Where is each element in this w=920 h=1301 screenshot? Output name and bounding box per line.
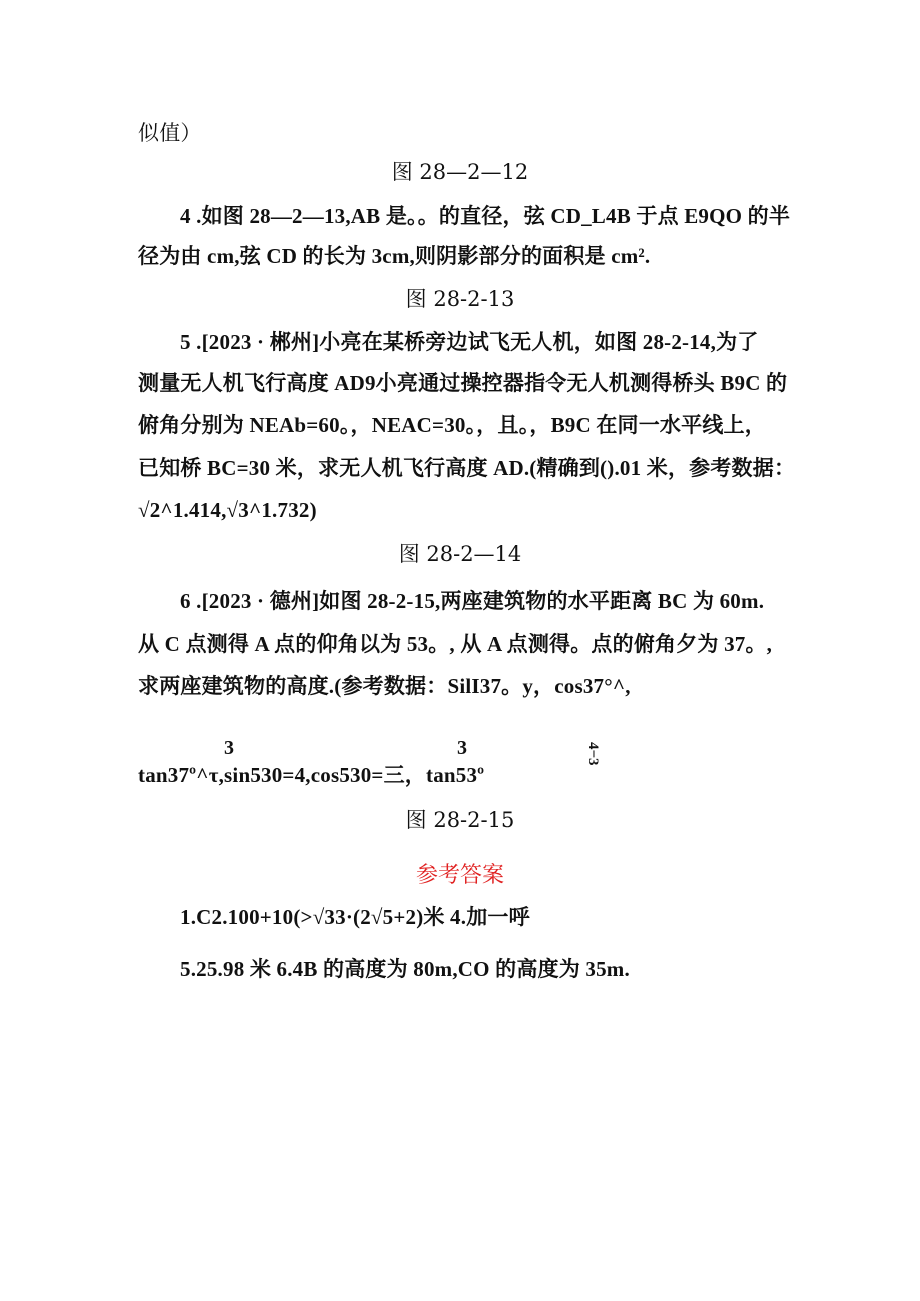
text-top: 似值） [138, 121, 202, 145]
figure-caption-28-2-14: 图 28-2—14 [398, 542, 522, 566]
problem-5-line-2: 测量无人机飞行高度 AD9小亮通过操控器指令无人机测得桥头 B9C 的 [138, 371, 788, 395]
problem-6-line-2: 从 C 点测得 A 点的仰角以为 53。, 从 A 点测得。点的俯角夕为 37。, [138, 632, 773, 656]
problem-5-line-4: 已知桥 BC=30 米，求无人机飞行高度 AD.(精确到().01 米，参考数据： [138, 456, 796, 480]
answer-line-1: 1.C2.100+10(>√33·(2√5+2)米 4.加一呼 [180, 905, 530, 929]
problem-4-line-2: 径为由 cm,弦 CD 的长为 3cm,则阴影部分的面积是 cm². [138, 244, 651, 268]
answer-line-2: 5.25.98 米 6.4B 的高度为 80m,CO 的高度为 35m. [180, 957, 630, 981]
problem-5-line-3: 俯角分别为 NEAb=60。，NEAC=30。，且。，B9C 在同一水平线上， [138, 413, 766, 437]
fraction-numerator-2: 3 [457, 737, 467, 759]
problem-6-line-3: 求两座建筑物的高度.(参考数据：SilI37。y，cos37°^, [138, 674, 631, 698]
figure-caption-28-2-12: 图 28—2—12 [391, 160, 529, 184]
fraction-numerator-1: 3 [224, 737, 234, 759]
problem-6-line-4: tan37º^τ,sin530=4,cos530=三，tan53º [138, 763, 485, 787]
problem-5-line-1: 5 .[2023 · 郴州]小亮在某桥旁边试飞无人机，如图 28-2-14,为了 [180, 330, 759, 354]
problem-4-line-1: 4 .如图 28—2—13,AB 是。。的直径，弦 CD_L4B 于点 E9QO 的半 [180, 204, 791, 228]
figure-caption-28-2-13: 图 28-2-13 [405, 287, 515, 311]
problem-6-line-1: 6 .[2023 · 德州]如图 28-2-15,两座建筑物的水平距离 BC 为 60m. [180, 589, 765, 613]
answer-title: 参考答案 [415, 863, 504, 888]
problem-5-line-5: √2^1.414,√3^1.732) [138, 498, 317, 522]
figure-caption-28-2-15: 图 28-2-15 [405, 808, 515, 832]
rotated-fraction: 4−3 [585, 742, 601, 766]
